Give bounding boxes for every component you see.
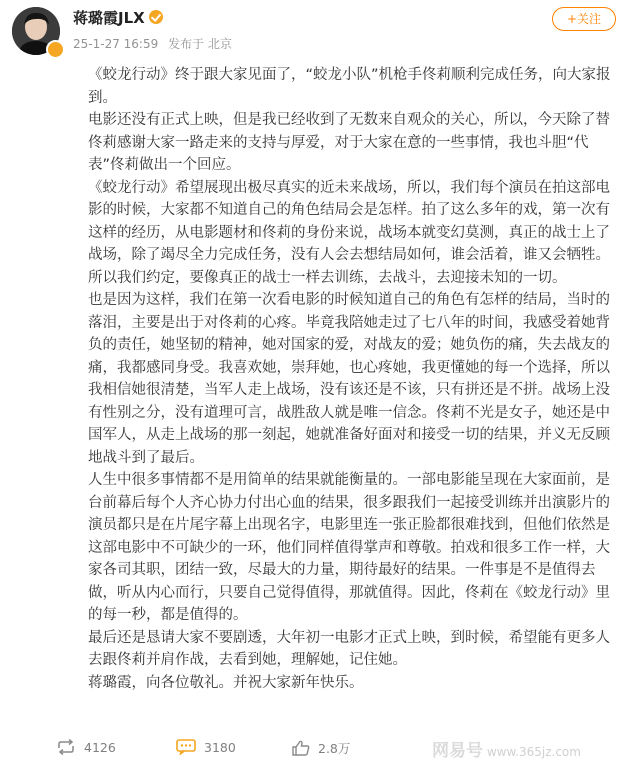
- post-paragraph: 人生中很多事情都不是用简单的结果就能衡量的。一部电影能呈现在大家面前，是台前幕后每个人齐心协力付出心血的结果，很多跟我们一起接受训练并出演影片的演员都只是在片尾字幕上出现名字，电影里连一张正脸都很难找到，但他们依然是这部电影中不可缺少的一环，他们同样值得掌声和尊敬。拍戏和很多工作一样，大家各司其职，团结一致，尽最大的力量，期待最好的结果。一件事是不是值得去做，听从内心而行，只要自己觉得值得，那就值得。因此，佟莉在《蛟龙行动》里的每一秒，都是值得的。: [88, 472, 610, 623]
- verified-badge-icon: [46, 40, 65, 59]
- watermark-site: www.365jz.com: [486, 745, 581, 759]
- post-location: 发布于 北京: [168, 37, 232, 51]
- comment-button[interactable]: [176, 739, 236, 755]
- repost-count: 4126: [84, 739, 116, 755]
- repost-button[interactable]: [56, 739, 116, 755]
- post-timestamp[interactable]: 25-1-27 16:59: [73, 37, 159, 51]
- watermark: [432, 736, 581, 761]
- watermark-brand: 网易号: [432, 741, 483, 761]
- repost-icon: [56, 739, 76, 755]
- post-body: [88, 64, 618, 694]
- like-button[interactable]: [292, 739, 350, 757]
- post-paragraph: 《蛟龙行动》希望展现出极尽真实的近未来战场，所以，我们每个演员在拍这部电影的时候，大家都不知道自己的角色结局会是怎样。拍了这么多年的戏，第一次有这样的经历，从电影题材和佟莉的身份来说，战场本就变幻莫测，真正的战士上了战场，除了竭尽全力完成任务，没有人会去想结局如何，谁会活着，谁又会牺牲。所以我们约定，要像真正的战士一样去训练，去战斗，去迎接未知的一切。: [88, 179, 610, 286]
- post-paragraph: 最后还是恳请大家不要剧透，大年初一电影才正式上映，到时候，希望能有更多人去跟佟莉并肩作战，去看到她，理解她，记住她。: [88, 629, 610, 668]
- author-name[interactable]: [73, 7, 163, 28]
- like-count: 2.8万: [318, 741, 351, 756]
- like-icon: [292, 740, 310, 756]
- post-paragraph: 《蛟龙行动》终于跟大家见面了，“蛟龙小队”机枪手佟莉顺利完成任务，向大家报到。: [88, 67, 611, 106]
- post-header: [0, 0, 633, 60]
- comment-icon: [176, 739, 196, 755]
- author-name-text: 蒋璐霞JLX: [73, 9, 145, 27]
- comment-count: 3180: [204, 739, 236, 755]
- verified-icon: [149, 10, 163, 24]
- post-paragraph: 也是因为这样，我们在第一次看电影的时候知道自己的角色有怎样的结局，当时的落泪，主要是出于对佟莉的心疼。毕竟我陪她走过了七八年的时间，我感受着她背负的责任，她坚韧的精神，她对国家的爱，对战友的爱；她负伤的痛，失去战友的痛，我都感同身受。我喜欢她，崇拜她，也心疼她，我更懂她的每一个选择，所以我相信她很清楚，当军人走上战场，没有该还是不该，只有拼还是不拼。战场上没有性别之分，没有道理可言，战胜敌人就是唯一信念。佟莉不光是女子，她还是中国军人，从走上战场的那一刻起，她就准备好面对和接受一切的结果，并义无反顾地战斗到了最后。: [88, 292, 610, 466]
- post-paragraph: 电影还没有正式上映，但是我已经收到了无数来自观众的关心，所以，今天除了替佟莉感谢大家一路走来的支持与厚爱，对于大家在意的一些事情，我也斗胆“代表”佟莉做出一个回应。: [88, 112, 610, 173]
- follow-button[interactable]: +关注: [552, 7, 616, 31]
- post-meta: [73, 35, 238, 52]
- post-paragraph: 蒋璐霞，向各位敬礼。并祝大家新年快乐。: [88, 674, 364, 691]
